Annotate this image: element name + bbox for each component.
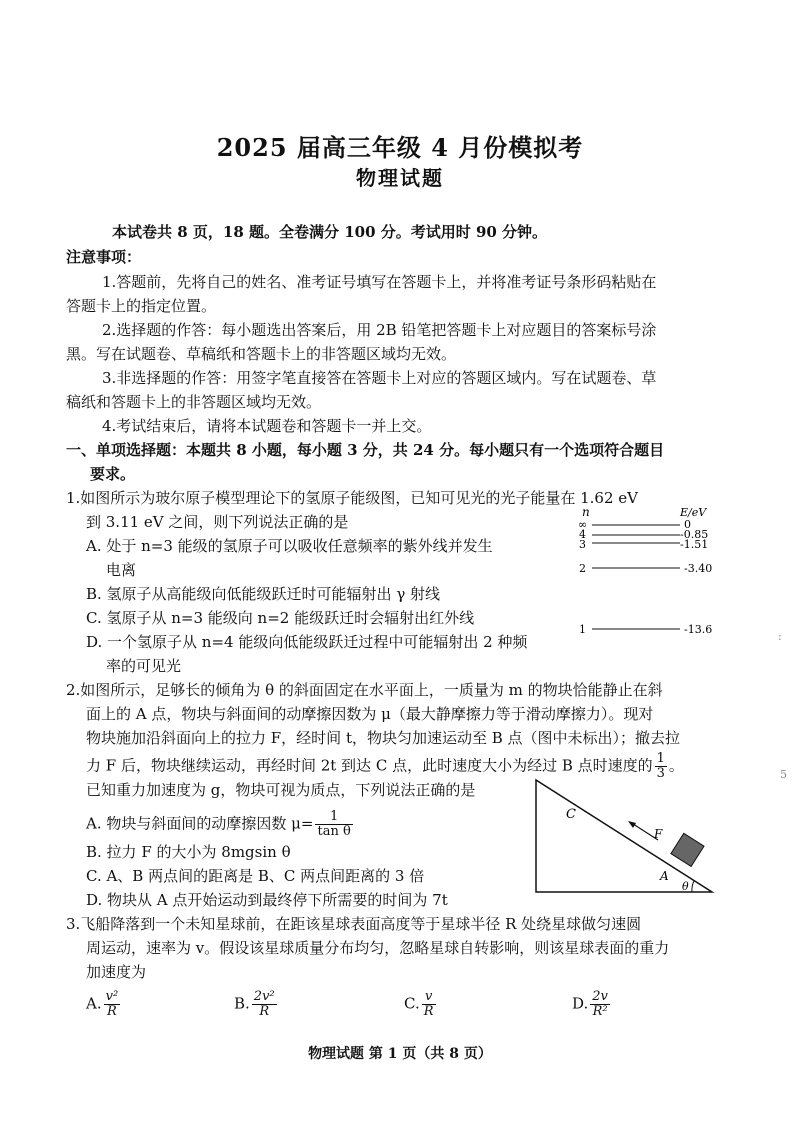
q3-stem-line-2: 周运动，速率为 v。假设该星球质量分布均匀，忽略星球自转影响，则该星球表面的重力 bbox=[86, 939, 670, 957]
q2-option-a-den: tan θ bbox=[317, 824, 351, 839]
note-1-line-2: 答题卡上的指定位置。 bbox=[66, 297, 217, 315]
q3-option-a-num: v² bbox=[105, 989, 119, 1004]
q3-option-d-den: R² bbox=[592, 1004, 608, 1019]
q3-stem-line-3: 加速度为 bbox=[86, 963, 147, 981]
q2-option-b: B. 拉力 F 的大小为 8mgsin θ bbox=[86, 843, 291, 861]
note-2-line-2: 黑。写在试题卷、草稿纸和答题卡上的非答题区域均无效。 bbox=[66, 345, 457, 363]
q2-option-a bbox=[86, 810, 355, 839]
angle-arc bbox=[692, 881, 694, 892]
q3-option-b bbox=[234, 990, 279, 1019]
diagram-n-label: n bbox=[582, 505, 590, 519]
note-2-line-1: 2.选择题的作答：每小题选出答案后，用 2B 铅笔把答题卡上对应题目的答案标号涂 bbox=[102, 321, 657, 339]
intro-text: 本试卷共 8 页，18 题。全卷满分 100 分。考试用时 90 分钟。 bbox=[112, 223, 548, 241]
level-e-2: -3.40 bbox=[684, 562, 713, 575]
force-arrowhead bbox=[628, 821, 636, 828]
q3-option-c-den: R bbox=[423, 1004, 434, 1019]
q2-option-a-num: 1 bbox=[315, 810, 352, 825]
angle-label-theta: θ bbox=[682, 880, 689, 893]
note-4: 4.考试结束后，请将本试题卷和答题卡一并上交。 bbox=[102, 417, 432, 435]
q3-option-a-den: R bbox=[106, 1004, 117, 1019]
q3-option-a-fraction bbox=[104, 990, 121, 1019]
q2-fraction-den: 3 bbox=[656, 766, 665, 781]
q3-option-c bbox=[404, 990, 438, 1019]
q2-fraction-num: 1 bbox=[656, 751, 665, 766]
q2-stem-line-4-text: 力 F 后，物块继续运动，再经时间 2t 到达 C 点，此时速度大小为经过 B 点时速度的 bbox=[86, 756, 653, 775]
note-3-line-2: 稿纸和答题卡上的非答题区域均无效。 bbox=[66, 393, 322, 411]
level-n-2: 2 bbox=[579, 562, 586, 575]
q2-stem-line-1: 2.如图所示，足够长的倾角为 θ 的斜面固定在水平面上，一质量为 m 的物块恰能静止在斜 bbox=[66, 681, 663, 699]
q2-option-c: C. A、B 两点间的距离是 B、C 两点间距离的 3 倍 bbox=[86, 867, 425, 885]
q1-option-a-line-2: 电离 bbox=[106, 561, 137, 579]
note-1-line-1: 1.答题前，先将自己的姓名、准考证号填写在答题卡上，并将准考证号条形码粘贴在 bbox=[102, 273, 657, 291]
q1-stem-line-1: 1.如图所示为玻尔原子模型理论下的氢原子能级图，已知可见光的光子能量在 1.62 eV bbox=[66, 489, 638, 507]
q3-option-c-num: v bbox=[422, 990, 436, 1005]
section-1-heading-line-2: 要求。 bbox=[90, 465, 136, 483]
q2-stem-line-4-end: 。 bbox=[668, 756, 684, 775]
point-label-a: A bbox=[660, 869, 669, 883]
q3-option-a bbox=[86, 990, 122, 1019]
q2-option-a-text: A. 物块与斜面间的动摩擦因数 μ= bbox=[86, 814, 314, 833]
q3-option-c-fraction bbox=[422, 990, 436, 1019]
q3-option-b-num: 2v² bbox=[253, 989, 275, 1004]
note-3-line-1: 3.非选择题的作答：用签字笔直接答在答题卡上对应的答题区域内。写在试题卷、草 bbox=[102, 369, 657, 387]
q2-stem-line-5: 已知重力加速度为 g，物块可视为质点，下列说法正确的是 bbox=[86, 781, 476, 799]
q3-option-d-fraction bbox=[590, 990, 610, 1019]
level-e-inf: 0 bbox=[684, 518, 691, 531]
q3-option-c-label: C. bbox=[404, 994, 420, 1013]
force-label-f: F bbox=[654, 827, 663, 841]
level-n-4: 4 bbox=[579, 528, 586, 541]
section-1-heading-line-1: 一、单项选择题：本题共 8 小题，每小题 3 分，共 24 分。每小题只有一个选项符合题目 bbox=[66, 441, 665, 459]
q1-option-d-line-1: D. 一个氢原子从 n=4 能级向低能级跃迁过程中可能辐射出 2 种频 bbox=[86, 633, 528, 651]
q2-stem-line-3: 物块施加沿斜面向上的拉力 F，经时间 t，物块匀加速运动至 B 点（图中未标出）；撤去拉 bbox=[86, 729, 681, 747]
energy-level-diagram bbox=[572, 500, 732, 648]
q3-option-d-num: 2v bbox=[592, 989, 608, 1004]
q3-stem-line-1: 3.飞船降落到一个未知星球前，在距该星球表面高度等于星球半径 R 处绕星球做匀速圆 bbox=[66, 915, 642, 933]
q1-option-a-line-1: A. 处于 n=3 能级的氢原子可以吸收任意频率的紫外线并发生 bbox=[86, 537, 493, 555]
level-e-3: -1.51 bbox=[680, 538, 709, 551]
q1-stem-line-2: 到 3.11 eV 之间，则下列说法正确的是 bbox=[86, 513, 349, 531]
q2-option-d: D. 物块从 A 点开始运动到最终停下所需要的时间为 7t bbox=[86, 891, 448, 909]
q1-option-d-line-2: 率的可见光 bbox=[106, 657, 182, 675]
page-subtitle: 物理试题 bbox=[356, 166, 444, 190]
block bbox=[671, 833, 704, 866]
incline-diagram bbox=[522, 776, 722, 900]
q3-option-d-label: D. bbox=[572, 994, 589, 1013]
q1-option-b: B. 氢原子从高能级向低能级跃迁时可能辐射出 γ 射线 bbox=[86, 585, 441, 603]
q2-stem-line-2: 面上的 A 点，物块与斜面间的动摩擦因数为 μ（最大静摩擦力等于滑动摩擦力）。现对 bbox=[86, 705, 654, 723]
q3-option-b-label: B. bbox=[234, 994, 250, 1013]
q3-option-b-fraction bbox=[252, 990, 277, 1019]
q2-option-a-fraction bbox=[315, 810, 352, 839]
q1-option-c: C. 氢原子从 n=3 能级向 n=2 能级跃迁时会辐射出红外线 bbox=[86, 609, 475, 627]
incline-label-c: C bbox=[566, 807, 576, 822]
page-title: 2025 届高三年级 4 月份模拟考 bbox=[216, 133, 584, 162]
level-n-inf: ∞ bbox=[578, 518, 588, 531]
margin-mark-2: 5 bbox=[780, 768, 787, 781]
q3-option-d bbox=[572, 990, 612, 1019]
level-e-1: -13.6 bbox=[684, 623, 713, 636]
margin-mark-1: : bbox=[778, 630, 782, 643]
q3-option-a-label: A. bbox=[86, 994, 102, 1013]
diagram-energy-label: E/eV bbox=[680, 506, 707, 519]
notes-heading: 注意事项： bbox=[66, 248, 142, 266]
page-footer: 物理试题 第 1 页（共 8 页） bbox=[308, 1046, 492, 1062]
level-n-3: 3 bbox=[579, 538, 586, 551]
level-n-1: 1 bbox=[579, 623, 586, 636]
level-e-4: -0.85 bbox=[680, 528, 709, 541]
q3-option-b-den: R bbox=[259, 1004, 270, 1019]
